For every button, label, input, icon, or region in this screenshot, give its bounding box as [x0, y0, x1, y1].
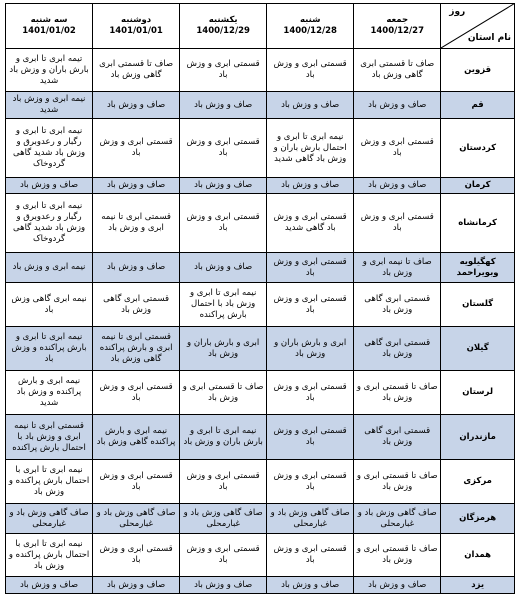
forecast-cell: قسمتی ابری و وزش باد: [93, 534, 180, 577]
table-row: [6, 460, 515, 504]
forecast-cell: قسمتی ابری گاهی وزش باد: [354, 415, 441, 460]
forecast-cell: صاف و وزش باد: [93, 92, 180, 119]
province-name: کرمان: [441, 178, 515, 194]
corner-province-label: نام استان: [467, 33, 511, 43]
forecast-cell: قسمتی ابری گاهی وزش باد: [354, 327, 441, 371]
day-date: 1400/12/29: [196, 26, 250, 36]
table-row: [6, 194, 515, 253]
day-name: یکشنبه: [208, 15, 238, 25]
forecast-cell: قسمتی ابری و وزش باد: [267, 460, 354, 504]
table-row: [6, 283, 515, 327]
forecast-cell: صاف گاهی وزش باد و غبارمحلی: [267, 504, 354, 534]
forecast-cell: نیمه ابری و وزش باد شدید: [6, 92, 93, 119]
forecast-cell: صاف گاهی وزش باد و غبارمحلی: [354, 504, 441, 534]
forecast-cell: صاف و وزش باد: [180, 577, 267, 594]
forecast-cell: نیمه ابری گاهی وزش باد: [6, 283, 93, 327]
forecast-cell: نیمه ابری تا ابری با احتمال بارش پراکنده و وزش باد: [6, 534, 93, 577]
forecast-cell: قسمتی ابری و وزش باد: [180, 534, 267, 577]
province-name: کهگیلویه وبویراحمد: [441, 253, 515, 283]
table-row: [6, 534, 515, 577]
forecast-cell: صاف و وزش باد: [93, 577, 180, 594]
forecast-cell: قسمتی ابری گاهی وزش باد: [354, 283, 441, 327]
forecast-cell: قسمتی ابری و وزش باد گاهی شدید: [267, 194, 354, 253]
forecast-cell: صاف و وزش باد: [267, 577, 354, 594]
province-name: لرستان: [441, 371, 515, 415]
province-name: قم: [441, 92, 515, 119]
day-name: دوشنبه: [121, 15, 152, 25]
forecast-cell: نیمه ابری و بارش پراکنده و وزش باد شدید: [6, 371, 93, 415]
forecast-cell: قسمتی ابری و وزش باد: [354, 119, 441, 178]
day-header: [267, 4, 354, 49]
forecast-cell: قسمتی ابری و وزش باد: [267, 371, 354, 415]
day-date: 1401/01/01: [109, 26, 163, 36]
forecast-cell: صاف و وزش باد: [6, 178, 93, 194]
forecast-cell: قسمتی ابری تا نیمه ابری و وزش باد با احتمال بارش پراکنده: [6, 415, 93, 460]
province-name: کرمانشاه: [441, 194, 515, 253]
forecast-cell: قسمتی ابری و وزش باد: [93, 460, 180, 504]
table-row: [6, 371, 515, 415]
forecast-cell: قسمتی ابری و وزش باد: [267, 534, 354, 577]
corner-header: [441, 4, 515, 49]
forecast-cell: صاف گاهی وزش باد و غبارمحلی: [180, 504, 267, 534]
forecast-cell: صاف و وزش باد: [93, 178, 180, 194]
table-row: [6, 119, 515, 178]
day-date: 1400/12/27: [370, 26, 424, 36]
day-name: جمعه: [386, 15, 409, 25]
forecast-cell: صاف تا نیمه ابری و وزش باد: [354, 253, 441, 283]
forecast-cell: صاف و وزش باد: [354, 92, 441, 119]
forecast-cell: صاف و وزش باد: [354, 178, 441, 194]
forecast-cell: ابری و بارش باران و وزش باد: [267, 327, 354, 371]
forecast-cell: قسمتی ابری و وزش باد: [93, 371, 180, 415]
table-row: [6, 178, 515, 194]
forecast-cell: نیمه ابری تا ابری و وزش باد با احتمال بارش پراکنده: [180, 283, 267, 327]
forecast-cell: صاف و وزش باد: [180, 253, 267, 283]
forecast-cell: قسمتی ابری و وزش باد: [93, 119, 180, 178]
forecast-cell: قسمتی ابری و وزش باد: [354, 194, 441, 253]
forecast-cell: صاف و وزش باد: [180, 92, 267, 119]
forecast-cell: قسمتی ابری و وزش باد: [180, 49, 267, 92]
forecast-cell: قسمتی ابری و وزش باد: [267, 49, 354, 92]
table-row: [6, 92, 515, 119]
forecast-cell: صاف تا قسمتی ابری و وزش باد: [354, 371, 441, 415]
province-name: کردستان: [441, 119, 515, 178]
forecast-cell: صاف و وزش باد: [354, 577, 441, 594]
forecast-cell: صاف و وزش باد: [180, 178, 267, 194]
forecast-cell: نیمه ابری تا ابری با احتمال بارش پراکنده و وزش باد: [6, 460, 93, 504]
forecast-cell: صاف گاهی وزش باد و غبارمحلی: [93, 504, 180, 534]
day-header: [6, 4, 93, 49]
table-row: [6, 253, 515, 283]
forecast-cell: صاف تا قسمتی ابری و وزش باد: [354, 534, 441, 577]
forecast-cell: نیمه ابری تا ابری و بارش باران و وزش باد: [180, 415, 267, 460]
header-row: [6, 4, 515, 49]
forecast-cell: تیمه ابری تا ابری و بارش باران و وزش باد شدید: [6, 49, 93, 92]
forecast-cell: صاف و وزش باد: [267, 178, 354, 194]
province-name: قزوین: [441, 49, 515, 92]
table-row: [6, 504, 515, 534]
table-row: [6, 415, 515, 460]
forecast-cell: قسمتی ابری و وزش باد: [267, 283, 354, 327]
day-header: [93, 4, 180, 49]
forecast-cell: قسمتی ابری و وزش باد: [180, 460, 267, 504]
table-row: [6, 49, 515, 92]
province-name: گلستان: [441, 283, 515, 327]
forecast-cell: قسمتی ابری و وزش باد: [180, 194, 267, 253]
forecast-cell: صاف و وزش باد: [267, 92, 354, 119]
forecast-cell: قسمتی ابری و وزش باد: [267, 253, 354, 283]
province-name: همدان: [441, 534, 515, 577]
province-name: مرکزی: [441, 460, 515, 504]
forecast-cell: نیمه ابری تا ابری و رگبار و رعدوبرق و وزش باد شدید گاهی گردوخاک: [6, 194, 93, 253]
forecast-cell: صاف و وزش باد: [93, 253, 180, 283]
day-header: [354, 4, 441, 49]
forecast-cell: صاف تا قسمتی ابری و وزش باد: [354, 460, 441, 504]
forecast-table: [5, 3, 515, 594]
province-name: مازندران: [441, 415, 515, 460]
forecast-cell: صاف تا قسمتی ابری گاهی وزش باد: [93, 49, 180, 92]
forecast-cell: ابری و بارش باران و وزش باد: [180, 327, 267, 371]
table-row: [6, 577, 515, 594]
table-row: [6, 327, 515, 371]
forecast-cell: صاف تا قسمتی ابری گاهی وزش باد: [354, 49, 441, 92]
province-name: یزد: [441, 577, 515, 594]
province-name: هرمزگان: [441, 504, 515, 534]
forecast-cell: قسمتی ابری و وزش باد: [180, 119, 267, 178]
day-date: 1401/01/02: [22, 26, 76, 36]
forecast-cell: قسمتی ابری تا نیمه ابری و بارش پراکنده گاهی وزش باد: [93, 327, 180, 371]
day-header: [180, 4, 267, 49]
forecast-cell: قسمتی ابری تا نیمه ابری و وزش باد: [93, 194, 180, 253]
day-name: سه شنبه: [30, 15, 68, 25]
day-name: شنبه: [299, 15, 321, 25]
forecast-cell: نیمه ابری تا ابری و احتمال بارش باران و وزش باد گاهی شدید: [267, 119, 354, 178]
forecast-cell: صاف و وزش باد: [6, 577, 93, 594]
forecast-cell: نیمه ابری تا ابری و رگبار و رعدوبرق و وزش باد شدید گاهی گردوخاک: [6, 119, 93, 178]
forecast-cell: نیمه ابری تا ابری و بارش پراکنده و وزش باد: [6, 327, 93, 371]
forecast-cell: قسمتی ابری و وزش باد: [267, 415, 354, 460]
province-name: گیلان: [441, 327, 515, 371]
forecast-cell: قسمتی ابری گاهی وزش باد: [93, 283, 180, 327]
day-date: 1400/12/28: [283, 26, 337, 36]
forecast-cell: صاف گاهی وزش باد و غبارمحلی: [6, 504, 93, 534]
forecast-cell: صاف تا قسمتی ابری و وزش باد: [180, 371, 267, 415]
corner-day-label: روز: [449, 7, 466, 17]
forecast-cell: نیمه ابری و وزش باد: [6, 253, 93, 283]
forecast-cell: نیمه ابری و بارش پراکنده گاهی وزش باد: [93, 415, 180, 460]
